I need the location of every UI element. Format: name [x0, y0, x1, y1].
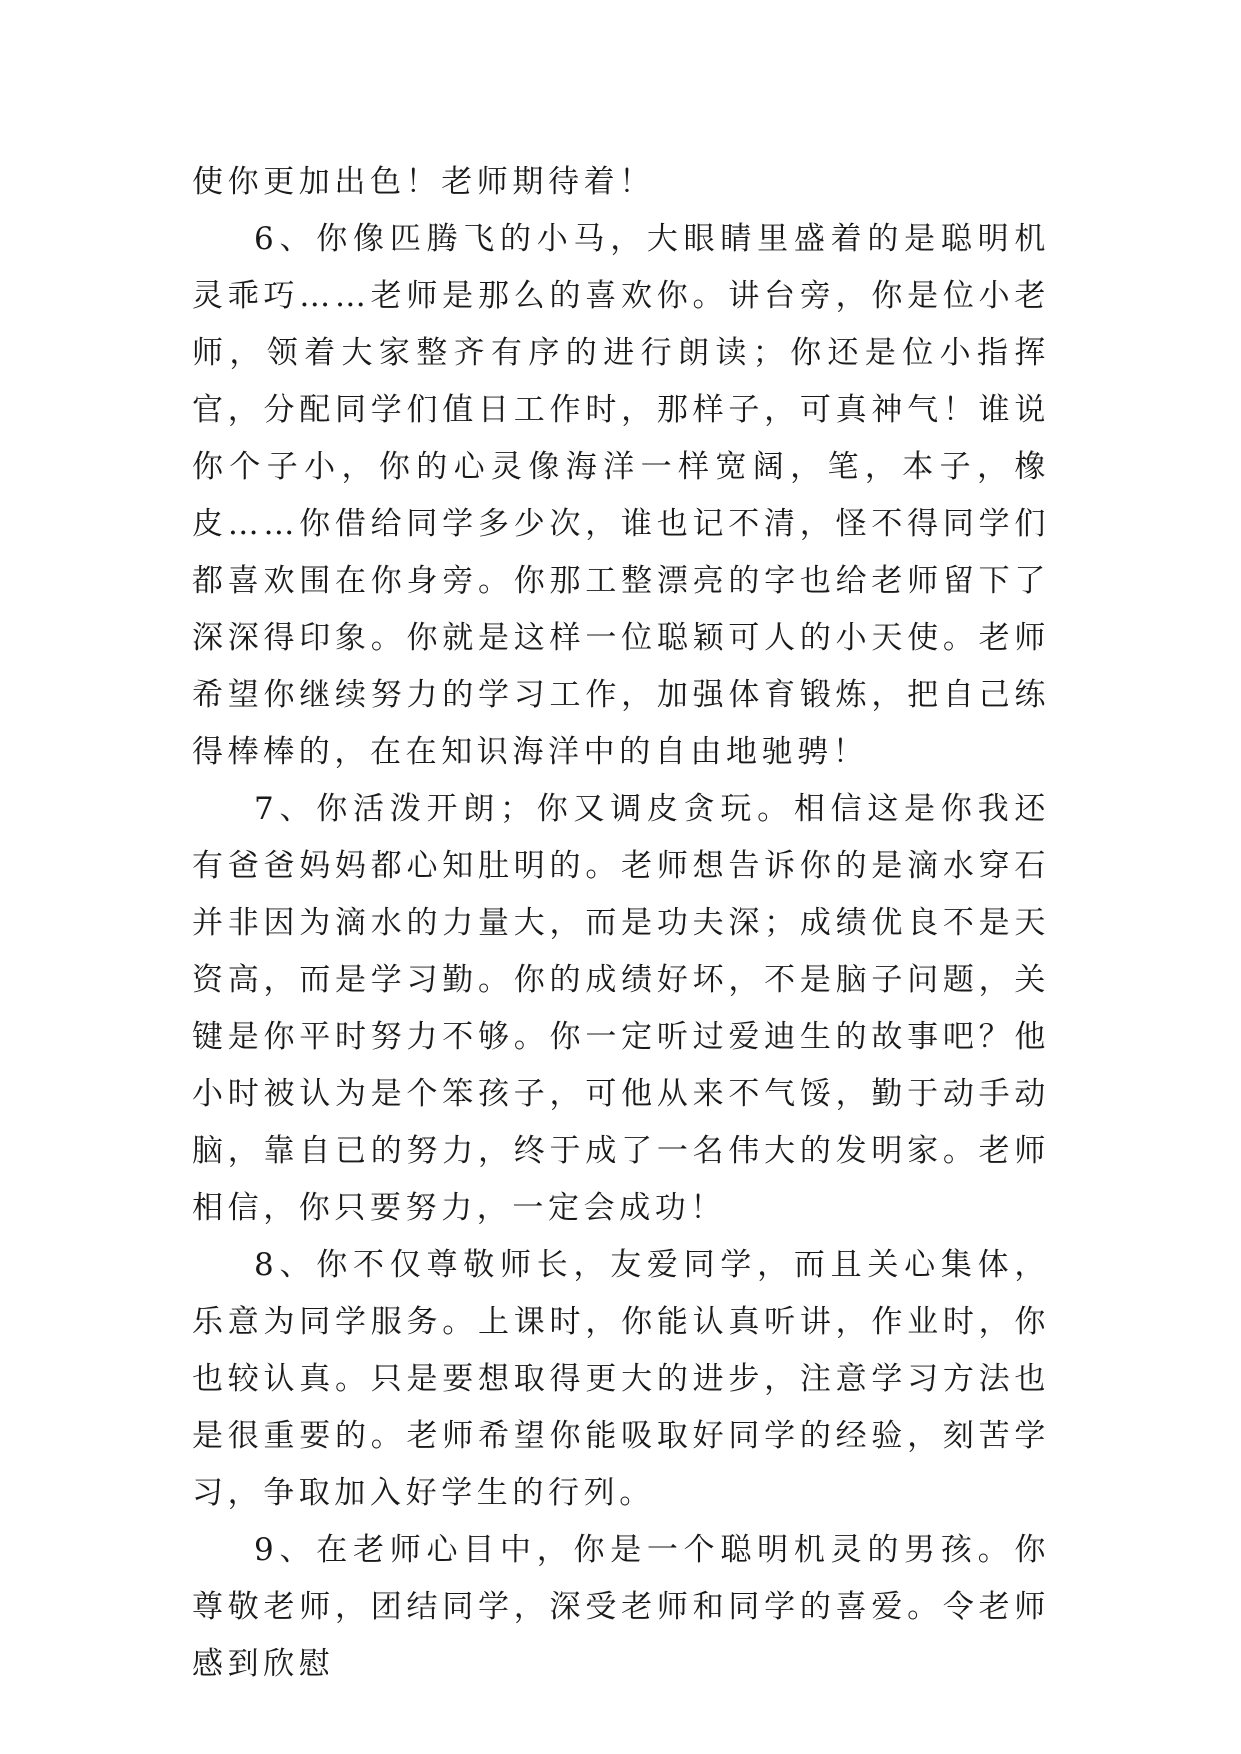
- paragraph-comment-6: 6、你像匹腾飞的小马，大眼睛里盛着的是聪明机灵乖巧……老师是那么的喜欢你。讲台旁，你是位小老师，领着大家整齐有序的进行朗读；你还是位小指挥官，分配同学们值日工作时，那样子，可真神气！谁说你个子小，你的心灵像海洋一样宽阔，笔，本子，橡皮……你借给同学多少次，谁也记不清，怪不得同学们都喜欢围在你身旁。你那工整漂亮的字也给老师留下了深深得印象。你就是这样一位聪颖可人的小天使。老师希望你继续努力的学习工作，加强体育锻炼，把自己练得棒棒的，在在知识海洋中的自由地驰骋！: [192, 221, 1050, 770]
- paragraph-comment-8: 8、你不仅尊敬师长，友爱同学，而且关心集体，乐意为同学服务。上课时，你能认真听讲，作业时，你也较认真。只是要想取得更大的进步，注意学习方法也是很重要的。老师希望你能吸取好同学的经验，刻苦学习，争取加入好学生的行列。: [192, 1247, 1050, 1511]
- paragraph-comment-9: 9、在老师心目中，你是一个聪明机灵的男孩。你尊敬老师，团结同学，深受老师和同学的喜爱。令老师感到欣慰: [192, 1532, 1050, 1682]
- document-body: [192, 154, 1050, 1693]
- paragraph-continuation: 使你更加出色！老师期待着！: [192, 164, 655, 200]
- paragraph-comment-7: 7、你活泼开朗；你又调皮贪玩。相信这是你我还有爸爸妈妈都心知肚明的。老师想告诉你的是滴水穿石并非因为滴水的力量大，而是功夫深；成绩优良不是天资高，而是学习勤。你的成绩好坏，不是脑子问题，关键是你平时努力不够。你一定听过爱迪生的故事吧？他小时被认为是个笨孩子，可他从来不气馁，勤于动手动脑，靠自已的努力，终于成了一名伟大的发明家。老师相信，你只要努力，一定会成功！: [192, 791, 1050, 1226]
